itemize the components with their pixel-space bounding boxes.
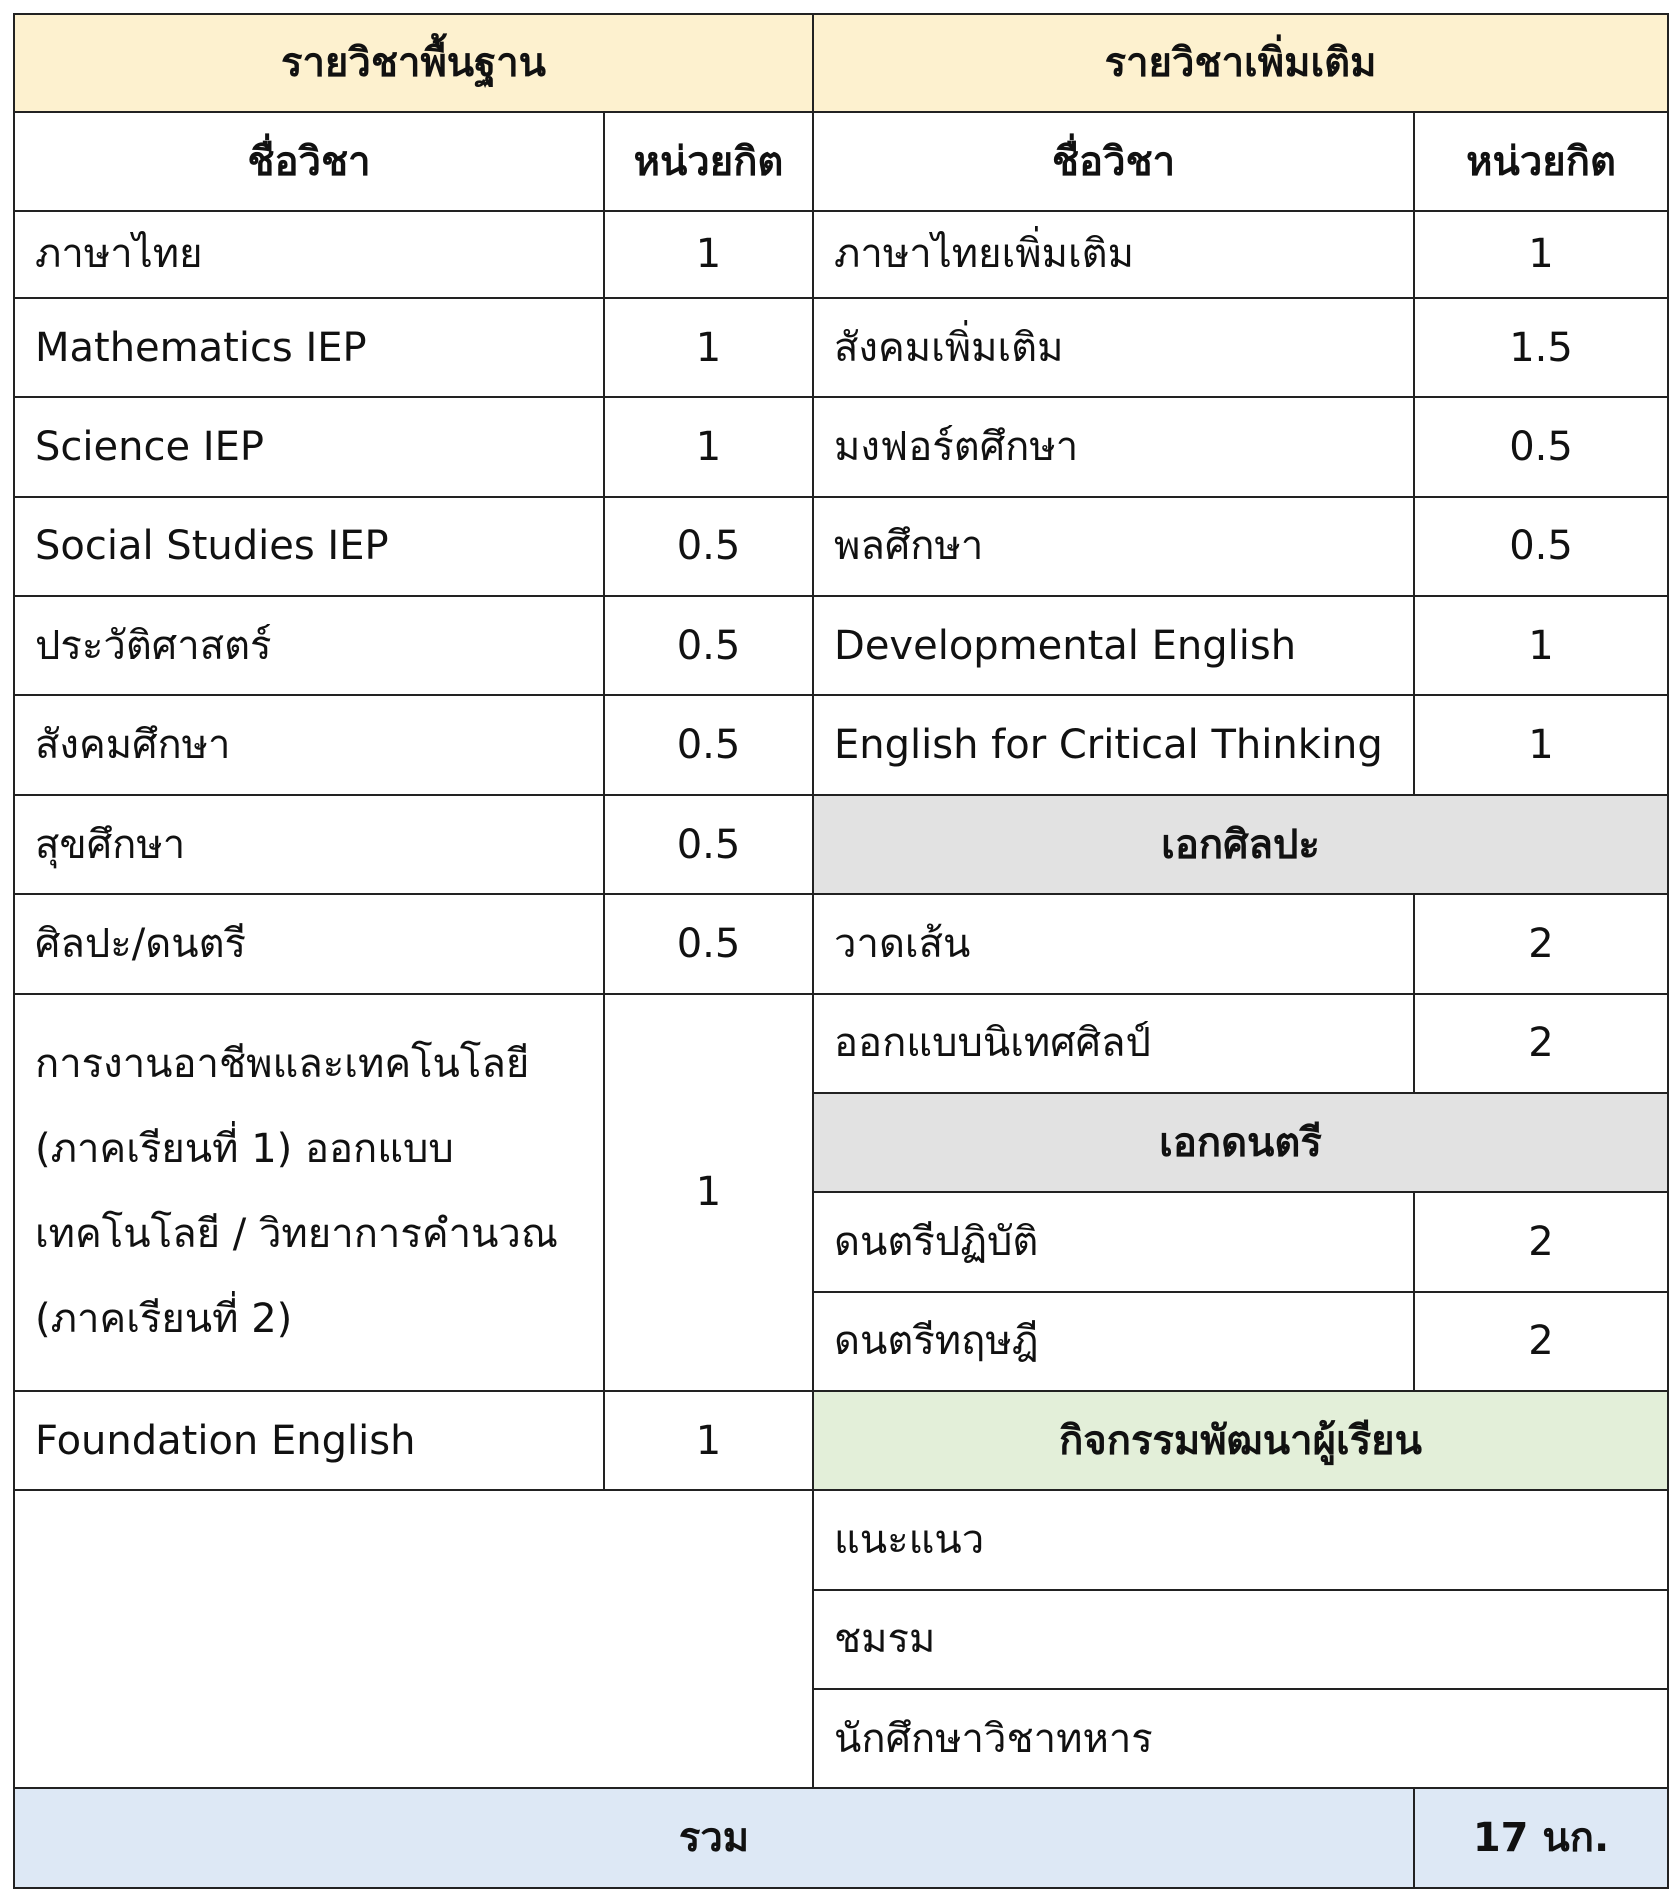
additional-subject-name: พลศึกษา	[813, 497, 1414, 596]
music-subject-name: ดนตรีทฤษฎี	[813, 1292, 1414, 1391]
basic-subject-credit: 1	[604, 298, 813, 397]
curriculum-table	[13, 13, 1669, 1889]
activity-item: แนะแนว	[813, 1490, 1668, 1589]
additional-credit-column-header: หน่วยกิต	[1414, 112, 1668, 210]
additional-subject-credit: 1.5	[1414, 298, 1668, 397]
basic-subject-name: ประวัติศาสตร์	[14, 596, 604, 695]
basic-subject-credit: 0.5	[604, 795, 813, 894]
basic-name-column-header: ชื่อวิชา	[14, 112, 604, 210]
basic-subject-credit: 0.5	[604, 497, 813, 596]
art-subject-name: วาดเส้น	[813, 894, 1414, 993]
basic-subject-credit: 1	[604, 994, 813, 1391]
art-subject-name: ออกแบบนิเทศศิลป์	[813, 994, 1414, 1093]
activities-header: กิจกรรมพัฒนาผู้เรียน	[813, 1391, 1668, 1490]
additional-subject-credit: 1	[1414, 695, 1668, 794]
basic-subject-credit: 0.5	[604, 596, 813, 695]
music-major-header: เอกดนตรี	[813, 1093, 1668, 1192]
basic-subject-name: Science IEP	[14, 397, 604, 496]
art-subject-credit: 2	[1414, 894, 1668, 993]
total-label: รวม	[14, 1788, 1414, 1888]
additional-subject-name: ภาษาไทยเพิ่มเติม	[813, 211, 1414, 298]
music-subject-name: ดนตรีปฏิบัติ	[813, 1192, 1414, 1291]
basic-subject-name: ภาษาไทย	[14, 211, 604, 298]
basic-subject-credit: 0.5	[604, 894, 813, 993]
additional-subject-name: English for Critical Thinking	[813, 695, 1414, 794]
empty-cell	[14, 1490, 813, 1788]
basic-subject-name: Social Studies IEP	[14, 497, 604, 596]
additional-subject-name: สังคมเพิ่มเติม	[813, 298, 1414, 397]
activity-item: นักศึกษาวิชาทหาร	[813, 1689, 1668, 1788]
basic-subject-name: การงานอาชีพและเทคโนโลยี (ภาคเรียนที่ 1) ออกแบบเทคโนโลยี / วิทยาการคำนวณ (ภาคเรียนที่ 2)	[14, 994, 604, 1391]
total-value: 17 นก.	[1414, 1788, 1668, 1888]
basic-subject-name: ศิลปะ/ดนตรี	[14, 894, 604, 993]
additional-subject-credit: 1	[1414, 211, 1668, 298]
basic-subject-name: สังคมศึกษา	[14, 695, 604, 794]
basic-subject-name: Mathematics IEP	[14, 298, 604, 397]
basic-credit-column-header: หน่วยกิต	[604, 112, 813, 210]
basic-subject-credit: 1	[604, 211, 813, 298]
activity-item: ชมรม	[813, 1590, 1668, 1689]
music-subject-credit: 2	[1414, 1192, 1668, 1291]
additional-subject-credit: 0.5	[1414, 497, 1668, 596]
additional-subject-credit: 0.5	[1414, 397, 1668, 496]
art-subject-credit: 2	[1414, 994, 1668, 1093]
additional-subject-name: Developmental English	[813, 596, 1414, 695]
art-major-header: เอกศิลปะ	[813, 795, 1668, 894]
additional-group-header: รายวิชาเพิ่มเติม	[813, 14, 1668, 112]
music-subject-credit: 2	[1414, 1292, 1668, 1391]
basic-subject-name: Foundation English	[14, 1391, 604, 1490]
basic-subject-credit: 0.5	[604, 695, 813, 794]
additional-name-column-header: ชื่อวิชา	[813, 112, 1414, 210]
basic-subject-credit: 1	[604, 397, 813, 496]
additional-subject-credit: 1	[1414, 596, 1668, 695]
additional-subject-name: มงฟอร์ตศึกษา	[813, 397, 1414, 496]
basic-subject-credit: 1	[604, 1391, 813, 1490]
basic-subject-name: สุขศึกษา	[14, 795, 604, 894]
basic-group-header: รายวิชาพื้นฐาน	[14, 14, 813, 112]
